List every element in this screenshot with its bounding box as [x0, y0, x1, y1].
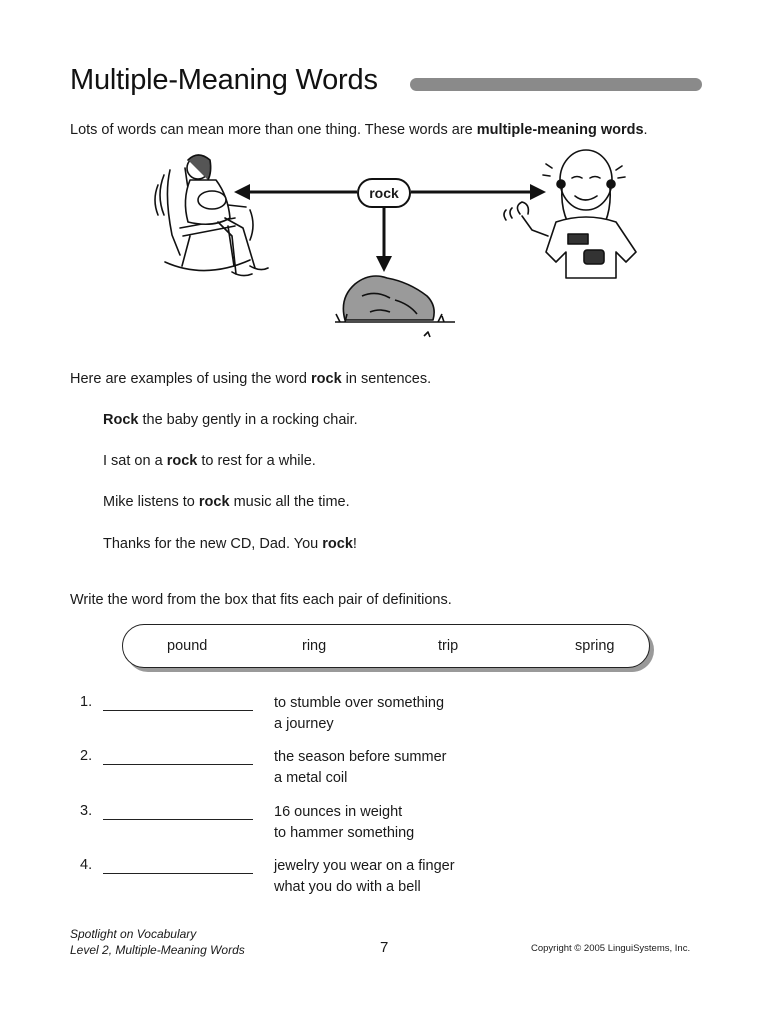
footer-line-1: Spotlight on Vocabulary [70, 927, 197, 941]
word-bank-item: spring [575, 638, 615, 654]
center-word-pill: rock [357, 178, 411, 208]
example-sentence-4: Thanks for the new CD, Dad. You rock! [103, 536, 357, 552]
definition: a journey [274, 716, 334, 732]
answer-blank-2[interactable] [103, 764, 253, 765]
word-bank-item: trip [438, 638, 459, 654]
definition: a metal coil [274, 770, 348, 786]
answer-blank-4[interactable] [103, 873, 253, 874]
definition: 16 ounces in weight [274, 804, 403, 820]
definition: jewelry you wear on a finger [274, 858, 455, 874]
definition: the season before summer [274, 749, 447, 765]
word-bank-item: ring [302, 638, 327, 654]
word-bank-box [122, 624, 650, 668]
page-title: Multiple-Meaning Words [70, 64, 378, 96]
footer-line-2: Level 2, Multiple-Meaning Words [70, 943, 245, 957]
rocking-chair-person-icon [155, 155, 268, 276]
item-number: 1. [80, 694, 93, 710]
answer-blank-1[interactable] [103, 710, 253, 711]
definition: to stumble over something [274, 695, 445, 711]
answer-blank-3[interactable] [103, 819, 253, 820]
music-listener-icon [504, 150, 636, 278]
examples-intro: Here are examples of using the word rock in sentences. [70, 371, 432, 387]
intro-text: Lots of words can mean more than one thing. These words are multiple-meaning words. [70, 122, 648, 138]
example-sentence-3: Mike listens to rock music all the time. [103, 494, 350, 510]
word-bank-item: pound [167, 638, 208, 654]
footer-series [70, 926, 245, 958]
item-number: 4. [80, 857, 93, 873]
definition: to hammer something [274, 825, 415, 841]
copyright-text: Copyright © 2005 LinguiSystems, Inc. [531, 943, 691, 954]
item-number: 2. [80, 748, 93, 764]
definition: what you do with a bell [274, 879, 421, 895]
instruction-text: Write the word from the box that fits each pair of definitions. [70, 592, 452, 608]
example-sentence-1: Rock the baby gently in a rocking chair. [103, 412, 358, 428]
stone-boulder-icon [335, 276, 455, 337]
example-sentence-2: I sat on a rock to rest for a while. [103, 453, 316, 469]
page-number: 7 [380, 939, 389, 956]
item-number: 3. [80, 803, 93, 819]
